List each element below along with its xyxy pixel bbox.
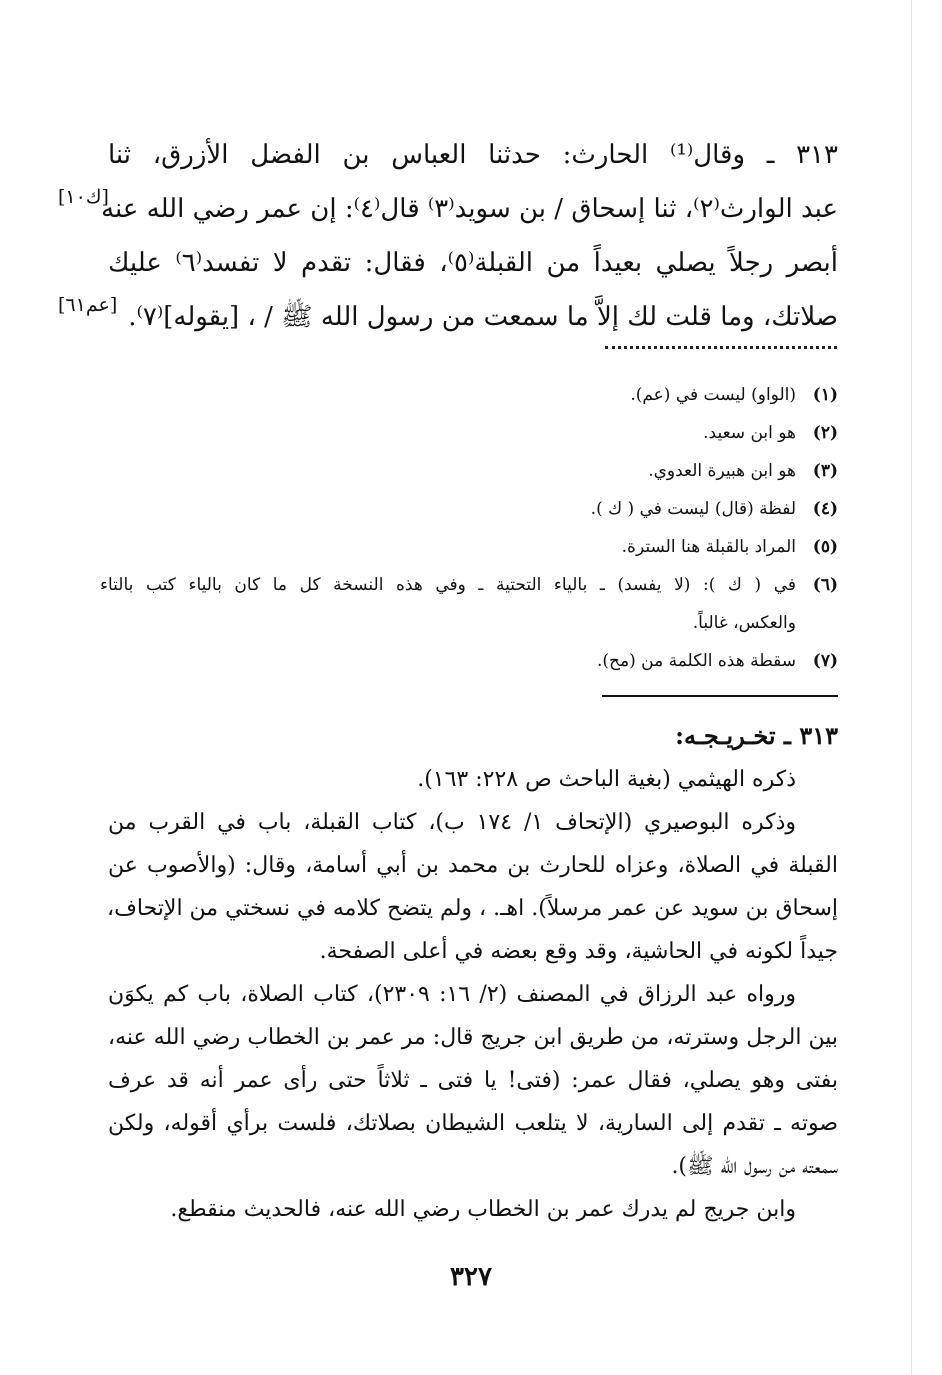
main-line: صلاتك، وما قلت لك إلاَّ ما سمعت من رسول الله ﷺ / ، [يقوله]⁽٧⁾.: [128, 302, 838, 332]
footnote-continuation: والعكس، غالباً.: [692, 613, 796, 633]
footnote-item: [100, 376, 838, 414]
takhrij-line: جيداً لكونه في الحاشية، وقد وقع بعضه في أعلى الصفحة.: [319, 939, 838, 964]
takhrij-line: وابن جريج لم يدرك عمر بن الخطاب رضي الله عنه، فالحديث منقطع.: [170, 1197, 796, 1222]
takhrij-line: بين الرجل وسترته، من طريق ابن جريج قال: مر عمر بن الخطاب رضي الله عنه،: [108, 1025, 838, 1050]
takhrij-line: إسحاق بن سويد عن عمر مرسلاً). اهـ. ، ولم يتضح كلامه في نسختي من الإتحاف،: [106, 896, 838, 921]
takhrij-line: ورواه عبد الرزاق في المصنف (٢/ ١٦: ٢٣٠٩)، كتاب الصلاة، باب كم يكوَن: [108, 982, 796, 1007]
page-number: ٣٢٧: [450, 1262, 492, 1292]
main-line: ٣١٣ ـ وقال⁽¹⁾ الحارث: حدثنا العباس بن الفضل الأزرق، ثنا: [108, 140, 838, 170]
footnote-separator-dots: [605, 346, 837, 355]
footnote-text: هو ابن سعيد.: [703, 423, 796, 443]
takhrij-section: [108, 714, 838, 1231]
takhrij-line: بفتى وهو يصلي، فقال عمر: (فتى! يا فتى ـ ثلاثاً حتى رأى عمر أنه قد عرف: [108, 1068, 838, 1093]
footnote-number: (٧): [812, 651, 838, 671]
takhrij-line: سمعته من رسول الله ﷺ).: [671, 1154, 838, 1179]
main-text: [101, 128, 838, 344]
footnote-number: (٦): [812, 575, 838, 595]
footnote-number: (٣): [812, 461, 838, 481]
footnote-number: (٤): [812, 499, 838, 519]
takhrij-heading: ٣١٣ ـ تخـريـجـه:: [675, 721, 838, 750]
footnotes: [100, 376, 838, 680]
takhrij-line: القبلة في الصلاة، وعزاه للحارث بن محمد بن أبي أسامة، وقال: (والأصوب عن: [108, 853, 838, 878]
footnote-text: سقطة هذه الكلمة من (مح).: [597, 651, 796, 671]
takhrij-line: صوته ـ تقدم إلى السارية، لا يتلعب الشيطان بصلاتك، فلست برأي أقوله، ولكن: [108, 1111, 838, 1136]
footnote-item: [100, 566, 838, 604]
footnote-text: (الواو) ليست في (عم).: [630, 385, 796, 405]
footnote-number: (١): [812, 385, 838, 405]
footnote-item: [100, 414, 838, 452]
footnote-item: [100, 642, 838, 680]
margin-note-am61: [عم٦١]: [58, 294, 118, 316]
footnote-text: في ( ك ): (لا يفسد) ـ بالياء التحتية ـ وفي هذه النسخة كل ما كان بالياء كتب بالتاء: [100, 575, 796, 595]
main-line: عبد الوارث⁽٢⁾، ثنا إسحاق / بن سويد⁽٣⁾ قال⁽٤⁾: إن عمر رضي الله عنه: [101, 194, 838, 224]
footnote-item: [100, 528, 838, 566]
section-rule: [602, 695, 838, 697]
footnote-item: [100, 490, 838, 528]
footnote-number: (٥): [812, 537, 838, 557]
takhrij-line: ذكره الهيثمي (بغية الباحث ص ٢٢٨: ١٦٣).: [417, 767, 796, 792]
footnote-text: لفظة (قال) ليست في ( ك ).: [590, 499, 796, 519]
footnote-item: [100, 452, 838, 490]
main-line: أبصر رجلاً يصلي بعيداً من القبلة⁽٥⁾، فقال: تقدم لا تفسد⁽٦⁾ عليك: [108, 248, 838, 278]
takhrij-line: وذكره البوصيري (الإتحاف ١/ ١٧٤ ب)، كتاب القبلة، باب في القرب من: [108, 810, 796, 835]
footnote-number: (٢): [812, 423, 838, 443]
footnote-text: المراد بالقبلة هنا السترة.: [621, 537, 796, 557]
margin-note-k10: [ك١٠]: [58, 186, 109, 208]
footnote-text: هو ابن هبيرة العدوي.: [648, 461, 796, 481]
